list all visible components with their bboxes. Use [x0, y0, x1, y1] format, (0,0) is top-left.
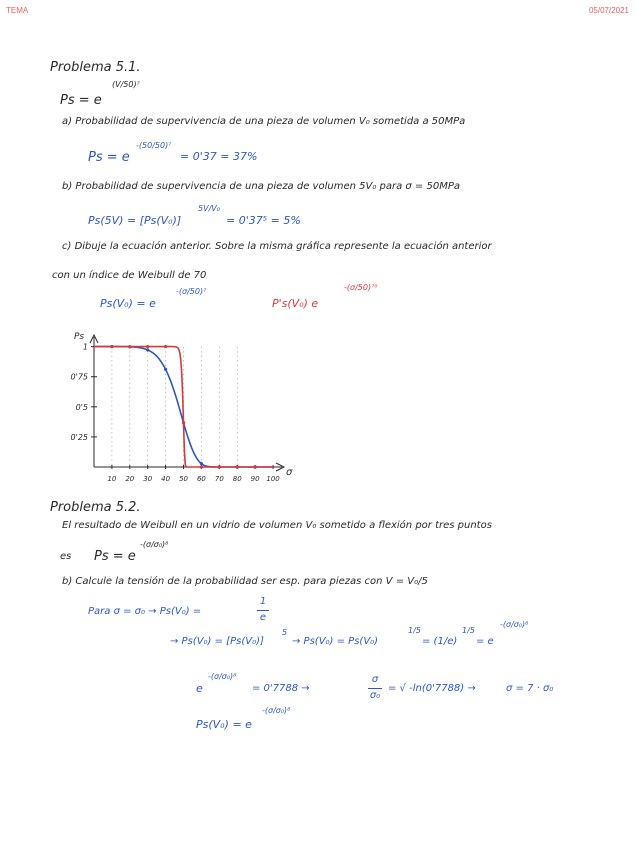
header-left-label: TEMA	[6, 6, 29, 15]
problem2-line2a: → Ps(V₀) = [Ps(V₀)]	[170, 636, 264, 647]
series-point	[146, 345, 149, 348]
problem2-line2c-exp: 1/5	[462, 626, 475, 635]
problem2-line3-frac-den: σ₀	[369, 690, 381, 701]
problem2-line4-exp: -(σ/σ₀)⁸	[262, 706, 291, 715]
problem1-ps-line: Ps = e	[60, 93, 102, 108]
problem1-part-c-text: c) Dibuje la ecuación anterior. Sobre la misma gráfica represente la ecuación anterior	[62, 241, 492, 252]
x-tick-label: 50	[179, 475, 188, 483]
chart-series	[94, 345, 273, 469]
problem1-part-b-eq-left: Ps(5V) = [Ps(V₀)]	[88, 214, 182, 227]
series-point	[110, 345, 113, 348]
problem2-line2d: = e	[476, 636, 494, 647]
problem2-line1-frac-bar	[257, 610, 269, 611]
problem1-part-a-eq-right: = 0'37 = 37%	[180, 150, 258, 163]
problem2-part-b-text: b) Calcule la tensión de la probabilidad ser esp. para piezas con V = V₀/5	[62, 576, 428, 587]
series-point	[128, 345, 131, 348]
x-axis-label: σ	[286, 467, 293, 478]
problem2-line3-e: e	[196, 682, 203, 695]
problem2-line2d-exp: -(σ/σ₀)⁸	[500, 620, 529, 629]
problem1-top-exponent: (V/50)⁷	[112, 80, 140, 89]
problem1-title: Problema 5.1.	[50, 60, 141, 75]
x-tick-label: 60	[196, 475, 206, 483]
series-point	[146, 348, 149, 351]
x-tick-label: 100	[266, 475, 280, 483]
x-tick-label: 40	[161, 475, 171, 483]
problem2-title: Problema 5.2.	[50, 500, 141, 515]
x-tick-label: 90	[250, 475, 260, 483]
problem2-line2c: = (1/e)	[422, 636, 458, 647]
series-point	[218, 465, 221, 468]
problem1-part-a-text: a) Probabilidad de supervivencia de una pieza de volumen V₀ sometida a 50MPa	[62, 116, 466, 127]
problem2-line1-frac-den: e	[259, 612, 267, 623]
y-tick-label: 0'75	[70, 372, 88, 382]
x-tick-label: 10	[107, 475, 117, 483]
problem2-line3-exp: -(σ/σ₀)⁸	[208, 672, 237, 681]
series-point	[164, 368, 167, 371]
series-point	[164, 345, 167, 348]
x-tick-label: 70	[214, 475, 224, 483]
series-point	[200, 462, 203, 465]
problem2-line1: Para σ = σ₀ → Ps(V₀) =	[88, 606, 202, 617]
problem1-part-c-eq-red-exp: -(σ/50)⁷⁰	[344, 283, 378, 292]
chart-axes	[90, 335, 284, 471]
problem2-intro2-prefix: es	[60, 551, 72, 562]
problem2-line3-root: = √ -ln(0'7788) →	[388, 683, 476, 694]
problem2-line1-frac-num: 1	[259, 596, 267, 607]
problem1-part-b-text: b) Probabilidad de supervivencia de una pieza de volumen 5V₀ para σ = 50MPa	[62, 181, 460, 192]
problem2-line2b-exp: 1/5	[408, 626, 421, 635]
x-tick-label: 80	[232, 475, 242, 483]
series-point	[182, 421, 185, 424]
problem2-line4: Ps(V₀) = e	[196, 718, 252, 731]
weibull-chart	[50, 325, 300, 495]
problem1-part-b-eq-exp: 5V/V₀	[198, 204, 220, 213]
y-axis-label: Ps	[74, 332, 85, 342]
problem2-line3-value: = 0'7788 →	[252, 683, 310, 694]
series-point	[254, 465, 257, 468]
problem2-line2b: → Ps(V₀) = Ps(V₀)	[292, 636, 379, 647]
problem2-line3-frac-bar	[368, 688, 382, 689]
x-tick-label: 30	[143, 475, 153, 483]
header-date: 05/07/2021	[588, 6, 629, 15]
y-tick-label: 0'5	[75, 402, 88, 412]
series-point	[200, 465, 203, 468]
problem1-part-c-eq-blue: Ps(V₀) = e	[100, 297, 156, 310]
chart-y-ticks	[71, 343, 97, 442]
problem2-intro: El resultado de Weibull en un vidrio de volumen V₀ sometido a flexión por tres puntos	[62, 520, 492, 531]
problem2-line2a-exp: 5	[282, 628, 288, 637]
problem2-line3-result: σ = 7 · σ₀	[506, 683, 554, 694]
problem1-part-c-eq-blue-exp: -(σ/50)⁷	[176, 287, 207, 296]
series-point	[236, 465, 239, 468]
problem1-part-c-text2: con un índice de Weibull de 70	[52, 270, 207, 281]
y-tick-label: 1	[82, 342, 88, 352]
problem1-part-a-eq-exp: -(50/50)⁷	[136, 141, 172, 150]
y-tick-label: 0'25	[70, 432, 88, 442]
problem2-intro2-exp: -(σ/σ₀)⁸	[140, 540, 169, 549]
problem1-part-c-eq-red: P's(V₀) e	[272, 297, 319, 310]
problem1-part-b-eq-right: = 0'37⁵ = 5%	[226, 214, 301, 227]
x-tick-label: 20	[125, 475, 135, 483]
chart-guides	[112, 347, 237, 467]
problem1-part-a-eq-left: Ps = e	[88, 150, 130, 165]
problem2-intro2-eq: Ps = e	[94, 549, 136, 564]
problem2-line3-frac-num: σ	[371, 674, 379, 685]
